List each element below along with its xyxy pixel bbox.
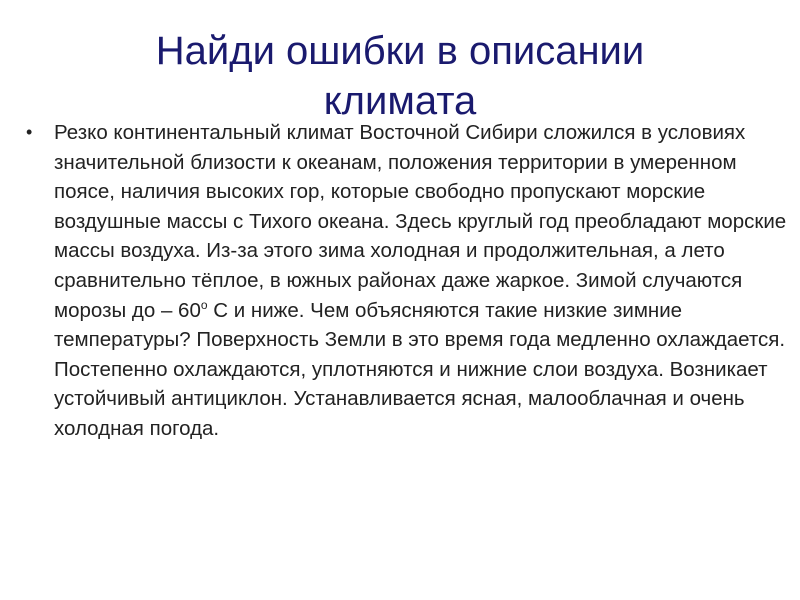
degree-superscript: о <box>200 297 208 312</box>
bullet-list <box>22 118 792 444</box>
paragraph-text-end: С и ниже. Чем объясняются такие низкие зимние температуры? Поверхность Земли в это время года медленно охлаждается. Постепенно охлаждаются, уплотняются и нижние слои воздуха. Возникает устойчивый антициклон. Устанавливается ясная, малооблачная и очень холодная погода. <box>54 298 786 440</box>
slide-title: Найди ошибки в описании климата <box>155 29 645 123</box>
bullet-item <box>22 118 792 444</box>
paragraph-text-start: Резко континентальный климат Восточной Сибири сложился в условиях значительной близости к океанам, положения территории в умеренном поясе, наличия высоких гор, которые свободно пропускают морские воздушные массы с Тихого океана. Здесь круглый год преобладают морские массы воздуха. Из-за этого зима холодная и продолжительная, а лето сравнительно тёплое, в южных районах даже жаркое. Зимой случаются морозы до – 60 <box>54 121 787 322</box>
bullet-icon: • <box>26 122 33 142</box>
